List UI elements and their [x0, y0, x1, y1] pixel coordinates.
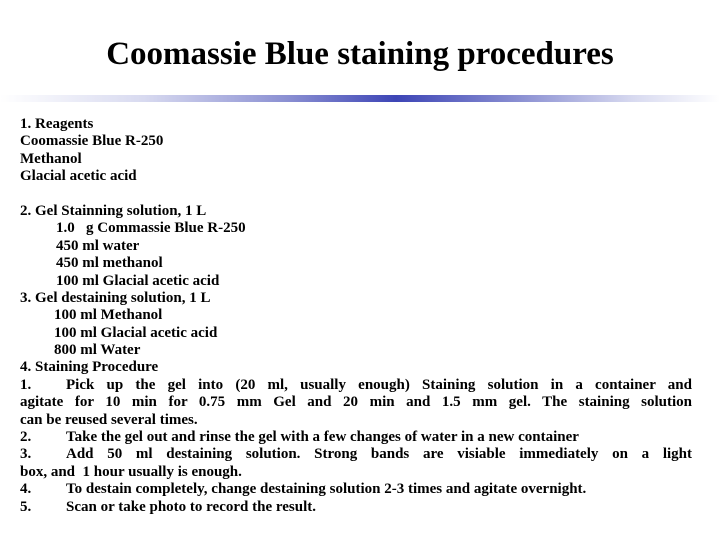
reagent-item: Glacial acetic acid [20, 168, 137, 185]
procedure-step-4 [20, 481, 692, 498]
step-number: 2. [20, 429, 32, 446]
procedure-step-5 [20, 499, 692, 516]
procedure-heading: 4. Staining Procedure [20, 359, 159, 376]
staining-solution-item: 450 ml water [56, 237, 140, 254]
spacer [20, 186, 692, 203]
slide-title: Coomassie Blue staining procedures [106, 36, 614, 72]
destaining-solution-heading: 3. Gel destaining solution, 1 L [20, 289, 211, 306]
step-text: Take the gel out and rinse the gel with a few changes of water in a new container [66, 429, 579, 446]
procedure-step-1 [20, 377, 692, 394]
destaining-solution-item: 800 ml Water [54, 342, 141, 359]
staining-solution-item: 100 ml Glacial acetic acid [56, 272, 220, 289]
slide-content [20, 116, 692, 516]
staining-solution-heading: 2. Gel Stainning solution, 1 L [20, 202, 207, 219]
step-text: Pick up the gel into (20 ml, usually enough) Staining solution in a container and [66, 376, 692, 393]
procedure-step-3 [20, 446, 692, 463]
procedure-step-3-cont: box, and 1 hour usually is enough. [20, 463, 242, 480]
staining-solution-item: 1.0 g Commassie Blue R-250 [56, 220, 246, 237]
step-text: Scan or take photo to record the result. [66, 498, 316, 515]
step-number: 5. [20, 498, 32, 515]
procedure-step-1-cont: agitate for 10 min for 0.75 mm Gel and 20 min and 1.5 mm gel. The staining solution [20, 394, 692, 411]
procedure-step-2 [20, 429, 692, 446]
procedure-step-1-cont: can be reused several times. [20, 411, 198, 428]
staining-solution-item: 450 ml methanol [56, 255, 163, 272]
step-text: Add 50 ml destaining solution. Strong bands are visiable immediately on a light [66, 446, 692, 463]
reagent-item: Methanol [20, 150, 82, 167]
title-divider [0, 95, 720, 102]
reagents-heading: 1. Reagents [20, 116, 94, 132]
step-number: 1. [20, 376, 32, 393]
step-number: 3. [20, 446, 32, 463]
reagent-item: Coomassie Blue R-250 [20, 133, 164, 150]
step-text: To destain completely, change destaining solution 2-3 times and agitate overnight. [66, 481, 587, 498]
destaining-solution-item: 100 ml Glacial acetic acid [54, 324, 218, 341]
step-number: 4. [20, 481, 32, 498]
destaining-solution-item: 100 ml Methanol [54, 307, 163, 324]
